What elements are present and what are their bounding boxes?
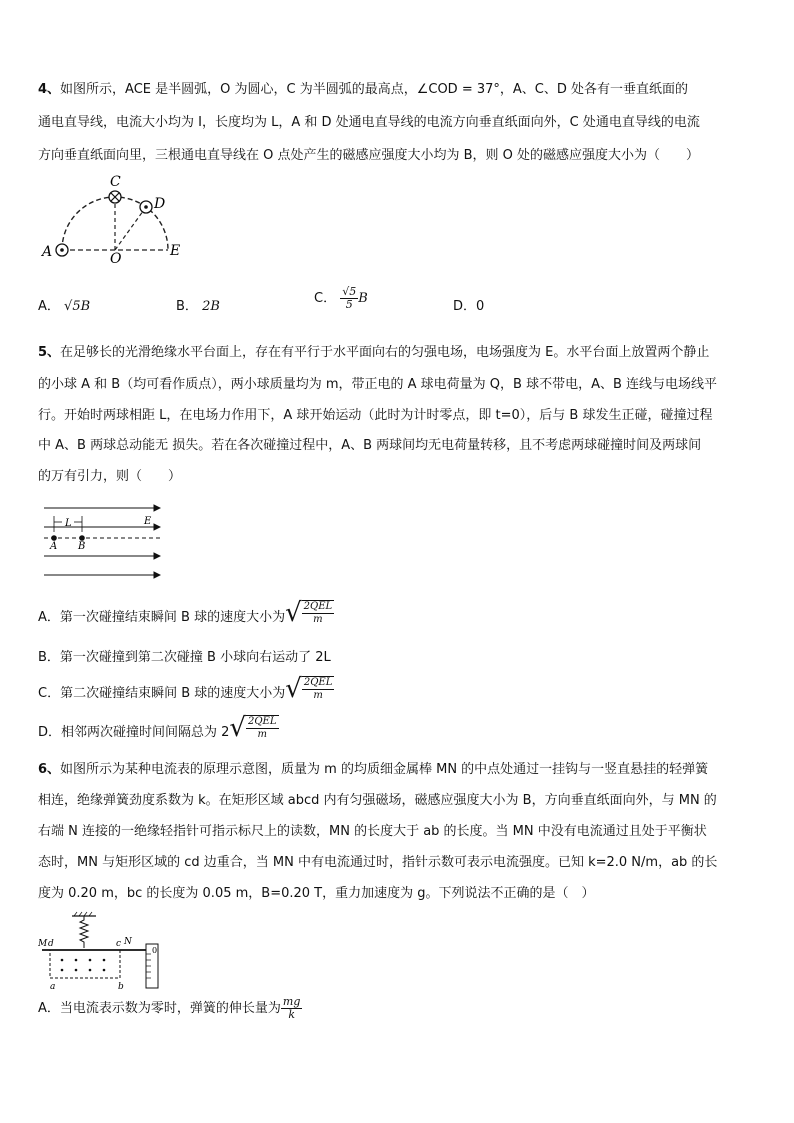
q4-option-a-value: √5B <box>64 299 91 314</box>
q6-number: 6、 <box>38 762 61 777</box>
q5-option-d-sqrt: √ $\frac{\text{2QEL}}{m}$ <box>229 713 277 743</box>
q5-number: 5、 <box>38 345 61 360</box>
q4-line-2: 通电直导线，电流大小均为 I，长度均为 L，A 和 D 处通电直导线的电流方向垂直纸面向外，C 处通电直导线的电流 <box>38 115 700 130</box>
q4-option-c: C． $\frac{√5}{5}$ B <box>314 285 368 311</box>
q6-line-5: 度为 0.20 m，bc 的长度为 0.05 m，B=0.20 T，重力加速度为 g。下列说法不正确的是（ ） <box>38 886 595 901</box>
q5-line-4: 中 A、B 两球总动能无 损失。若在各次碰撞过程中，A、B 两球间均无电荷量转移，且不考虑两球碰撞时间及两球间 <box>38 438 702 453</box>
q4-label-o: O <box>110 251 122 264</box>
q5-line-2: 的小球 A 和 B（均可看作质点），两小球质量均为 m，带正电的 A 球电荷量为 Q，B 球不带电，A、B 连线与电场线平 <box>38 377 718 392</box>
q6-label-m: M <box>38 939 48 949</box>
q5-text-1: 在足够长的光滑绝缘水平台面上，存在有平行于水平面向右的匀强电场，电场强度为 E。水平台面上放置两个静止 <box>60 345 710 360</box>
q5-line-5: 的万有引力，则（ ） <box>38 469 182 484</box>
q4-label-d: D <box>154 196 166 212</box>
q5-option-b: B．第一次碰撞到第二次碰撞 B 小球向右运动了 2L <box>38 650 331 665</box>
q4-option-c-fraction: $\frac{√5}{5}$ <box>342 285 357 311</box>
q5-line-3: 行。开始时两球相距 L，在电场力作用下，A 球开始运动（此时为计时零点，即 t=0），后与 B 球发生正碰，碰撞过程 <box>38 408 713 423</box>
q5-option-c-sqrt: √ $\frac{\text{2QEL}}{m}$ <box>285 674 333 704</box>
q6-label-a: a <box>50 982 56 992</box>
q6-option-a: A．当电流表示数为零时，弹簧的伸长量为 $\frac{mg}{k}$ <box>38 995 301 1021</box>
q4-label-c: C <box>110 174 121 190</box>
q6-option-a-fraction: $\frac{mg}{k}$ <box>282 995 301 1021</box>
q6-line-3: 右端 N 连接的一绝缘轻指针可指示标尺上的读数，MN 的长度大于 ab 的长度。当 MN 中没有电流通过且处于平衡状 <box>38 824 707 839</box>
q4-number: 4、 <box>38 82 61 97</box>
q5-option-d: D．相邻两次碰撞时间间隔总为 2 √ $\frac{\text{2QEL}}{m}$ <box>38 713 277 743</box>
q5-figure <box>40 500 168 584</box>
q6-line-4: 态时，MN 与矩形区域的 cd 边重合，当 MN 中有电流通过时，指针示数可表示电流强度。已知 k=2.0 N/m，ab 的长 <box>38 855 718 870</box>
q5-label-a: A <box>50 541 58 552</box>
q5-ball-b <box>79 535 85 541</box>
q4-figure <box>38 172 188 264</box>
q6-line-2: 相连，绝缘弹簧劲度系数为 k。在矩形区域 abcd 内有匀强磁场，磁感应强度大小为 B，方向垂直纸面向外，与 MN 的 <box>38 793 717 808</box>
q5-line-1 <box>38 345 709 361</box>
q5-label-e: E <box>144 516 152 527</box>
q4-line-3: 方向垂直纸面向里，三根通电直导线在 O 点处产生的磁感应强度大小均为 B，则 O 处的磁感应强度大小为（ ） <box>38 148 700 163</box>
q4-option-a: A． √5B <box>38 299 91 314</box>
q6-label-n: N <box>124 937 132 947</box>
q4-text-1: 如图所示，ACE 是半圆弧，O 为圆心，C 为半圆弧的最高点，∠COD = 37°，A、C、D 处各有一垂直纸面的 <box>60 82 688 97</box>
q6-label-b: b <box>118 982 124 992</box>
q5-label-l: L <box>65 518 72 529</box>
q6-line-1 <box>38 762 708 778</box>
q4-label-e: E <box>170 243 181 259</box>
q6-label-d: d <box>48 939 54 949</box>
q5-option-a: A．第一次碰撞结束瞬间 B 球的速度大小为 √ $\frac{\text{2QEL}}{m}$ <box>38 598 333 628</box>
q6-scale-zero: 0 <box>152 946 158 955</box>
q4-line-1 <box>38 82 688 98</box>
q4-option-b-value: 2B <box>202 299 220 314</box>
q5-ball-a <box>51 535 57 541</box>
q6-text-1: 如图所示为某种电流表的原理示意图，质量为 m 的均质细金属棒 MN 的中点处通过一挂钩与一竖直悬挂的轻弹簧 <box>60 762 709 777</box>
q4-option-d: D．0 <box>453 299 485 314</box>
q4-line-od <box>115 207 146 250</box>
q4-label-a: A <box>42 244 53 260</box>
q6-figure <box>38 910 178 992</box>
q5-option-a-sqrt: √ $\frac{\text{2QEL}}{m}$ <box>285 598 333 628</box>
q6-field-region <box>50 950 120 978</box>
q6-spring <box>80 916 88 948</box>
q5-label-b: B <box>78 541 86 552</box>
q4-option-b: B． 2B <box>176 299 220 314</box>
q6-field-dots <box>61 959 106 972</box>
q6-label-c: c <box>116 939 122 949</box>
q5-option-c: C．第二次碰撞结束瞬间 B 球的速度大小为 √ $\frac{\text{2QEL}}{m}$ <box>38 674 333 704</box>
